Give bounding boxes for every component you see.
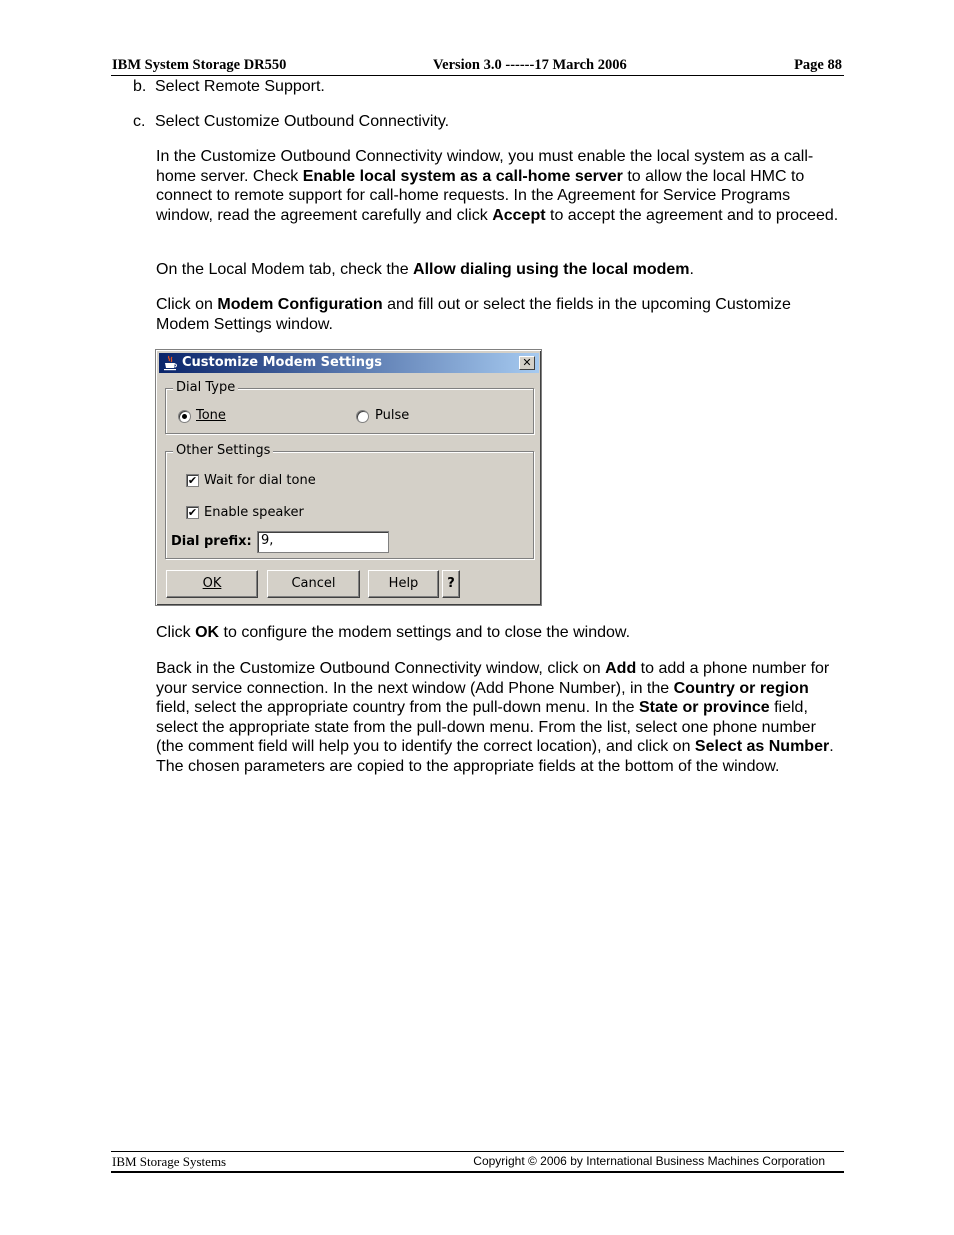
pulse-label-text: Pulse: [375, 408, 410, 423]
p2-text-2: .: [689, 261, 694, 278]
dial-prefix-label: Dial prefix:: [171, 534, 252, 549]
tone-label-text: Tone: [196, 408, 226, 423]
p3-text-1: Click on: [156, 296, 218, 313]
cancel-button-label: Cancel: [291, 576, 336, 591]
p4-bold-ok: OK: [195, 624, 220, 641]
context-help-button[interactable]: [442, 570, 460, 598]
footer-copyright: Copyright © 2006 by International Business Machines Corporation: [473, 1154, 825, 1168]
tone-label[interactable]: [196, 408, 226, 424]
other-settings-group: [165, 443, 534, 559]
header-page-number: Page 88: [794, 57, 842, 73]
enable-speaker-label[interactable]: Enable speaker: [204, 505, 304, 520]
p3-text-2: and fill out or select the fields in the upcoming Customize Modem Settings window.: [156, 296, 791, 333]
p5-text-3: field, select the appropriate country from the pull-down menu. In the: [156, 699, 639, 717]
p5-text-2: to add a phone number for your service connection. In the next window (Add Phone Number), in the: [156, 660, 830, 697]
p1-text-2: to allow the local HMC to connect to remote support for call-home requests. In the Agreement for Service Programs window, read the agreement carefully and click: [156, 167, 805, 224]
wait-dial-tone-checkbox[interactable]: [186, 474, 199, 487]
ok-button-label: OK: [202, 576, 222, 591]
p5-bold-add: Add: [605, 660, 637, 677]
page-footer: [111, 1151, 844, 1173]
paragraph-modem-configuration: [156, 295, 846, 334]
p2-bold-allow-dialing: Allow dialing using the local modem: [413, 261, 690, 278]
tone-radio[interactable]: [178, 410, 191, 423]
dial-prefix-input[interactable]: 9,: [257, 531, 389, 553]
step-b: [133, 77, 325, 97]
step-c: [133, 112, 449, 132]
close-button[interactable]: [519, 356, 535, 370]
dialog-title: Customize Modem Settings: [182, 355, 383, 370]
close-icon: ✕: [522, 356, 532, 369]
p5-bold-select-as-number: Select as Number: [694, 738, 830, 756]
step-c-number: c.: [133, 113, 146, 130]
p1-text-3: to accept the agreement and to proceed.: [545, 206, 839, 224]
dialog-titlebar[interactable]: [159, 353, 539, 373]
page-header: [111, 57, 844, 76]
p5-bold-state-or-province: State or province: [638, 699, 770, 717]
pulse-radio[interactable]: [356, 410, 369, 423]
step-b-text: Select Remote Support.: [155, 78, 325, 95]
enable-speaker-checkbox[interactable]: [186, 506, 199, 519]
java-cup-icon: [163, 355, 177, 371]
wait-dial-tone-label[interactable]: Wait for dial tone: [204, 473, 316, 488]
p4-text-2: to configure the modem settings and to close the window.: [219, 624, 631, 641]
p2-text-1: On the Local Modem tab, check the: [156, 261, 414, 278]
header-title: IBM System Storage DR550: [112, 57, 287, 73]
footer-company: IBM Storage Systems: [112, 1154, 227, 1169]
help-button[interactable]: [368, 570, 439, 598]
step-b-number: b.: [133, 78, 147, 95]
header-version: Version 3.0 ------17 March 2006: [433, 57, 627, 73]
help-button-label: Help: [388, 576, 419, 591]
p5-text-4: field, select the appropriate state from the pull-down menu. From the list, select one phone number (the comment field will help you to identify the correct location), and click on: [156, 699, 816, 756]
step-c-text: Select Customize Outbound Connectivity.: [155, 113, 450, 130]
other-settings-legend: Other Settings: [173, 443, 273, 459]
pulse-label[interactable]: [375, 408, 409, 424]
paragraph-click-ok: [156, 623, 846, 643]
ok-button[interactable]: [166, 570, 258, 598]
p5-text-1: Back in the Customize Outbound Connectivity window, click on: [156, 660, 606, 677]
dial-type-group: [165, 380, 534, 434]
question-mark-icon: ?: [447, 576, 455, 591]
p1-bold-enable-local-system: Enable local system as a call-home server: [302, 167, 623, 185]
customize-modem-settings-dialog: [155, 349, 542, 606]
p1-text-1: In the Customize Outbound Connectivity window, you must enable the local system as a call-home server. Check: [156, 148, 814, 185]
p4-text-1: Click: [156, 624, 196, 641]
checkmark-icon: ✔: [187, 474, 198, 487]
p1-bold-accept: Accept: [492, 206, 546, 224]
paragraph-add-phone-number: [156, 659, 846, 777]
cancel-button[interactable]: [267, 570, 360, 598]
p3-bold-modem-configuration: Modem Configuration: [217, 296, 383, 313]
p5-bold-country-or-region: Country or region: [673, 679, 809, 697]
paragraph-outbound-connectivity: [156, 147, 846, 225]
checkmark-icon: ✔: [187, 506, 198, 519]
p5-text-5: . The chosen parameters are copied to the appropriate fields at the bottom of the window.: [156, 738, 834, 775]
dial-type-legend: Dial Type: [173, 380, 238, 396]
paragraph-local-modem: [156, 260, 846, 280]
